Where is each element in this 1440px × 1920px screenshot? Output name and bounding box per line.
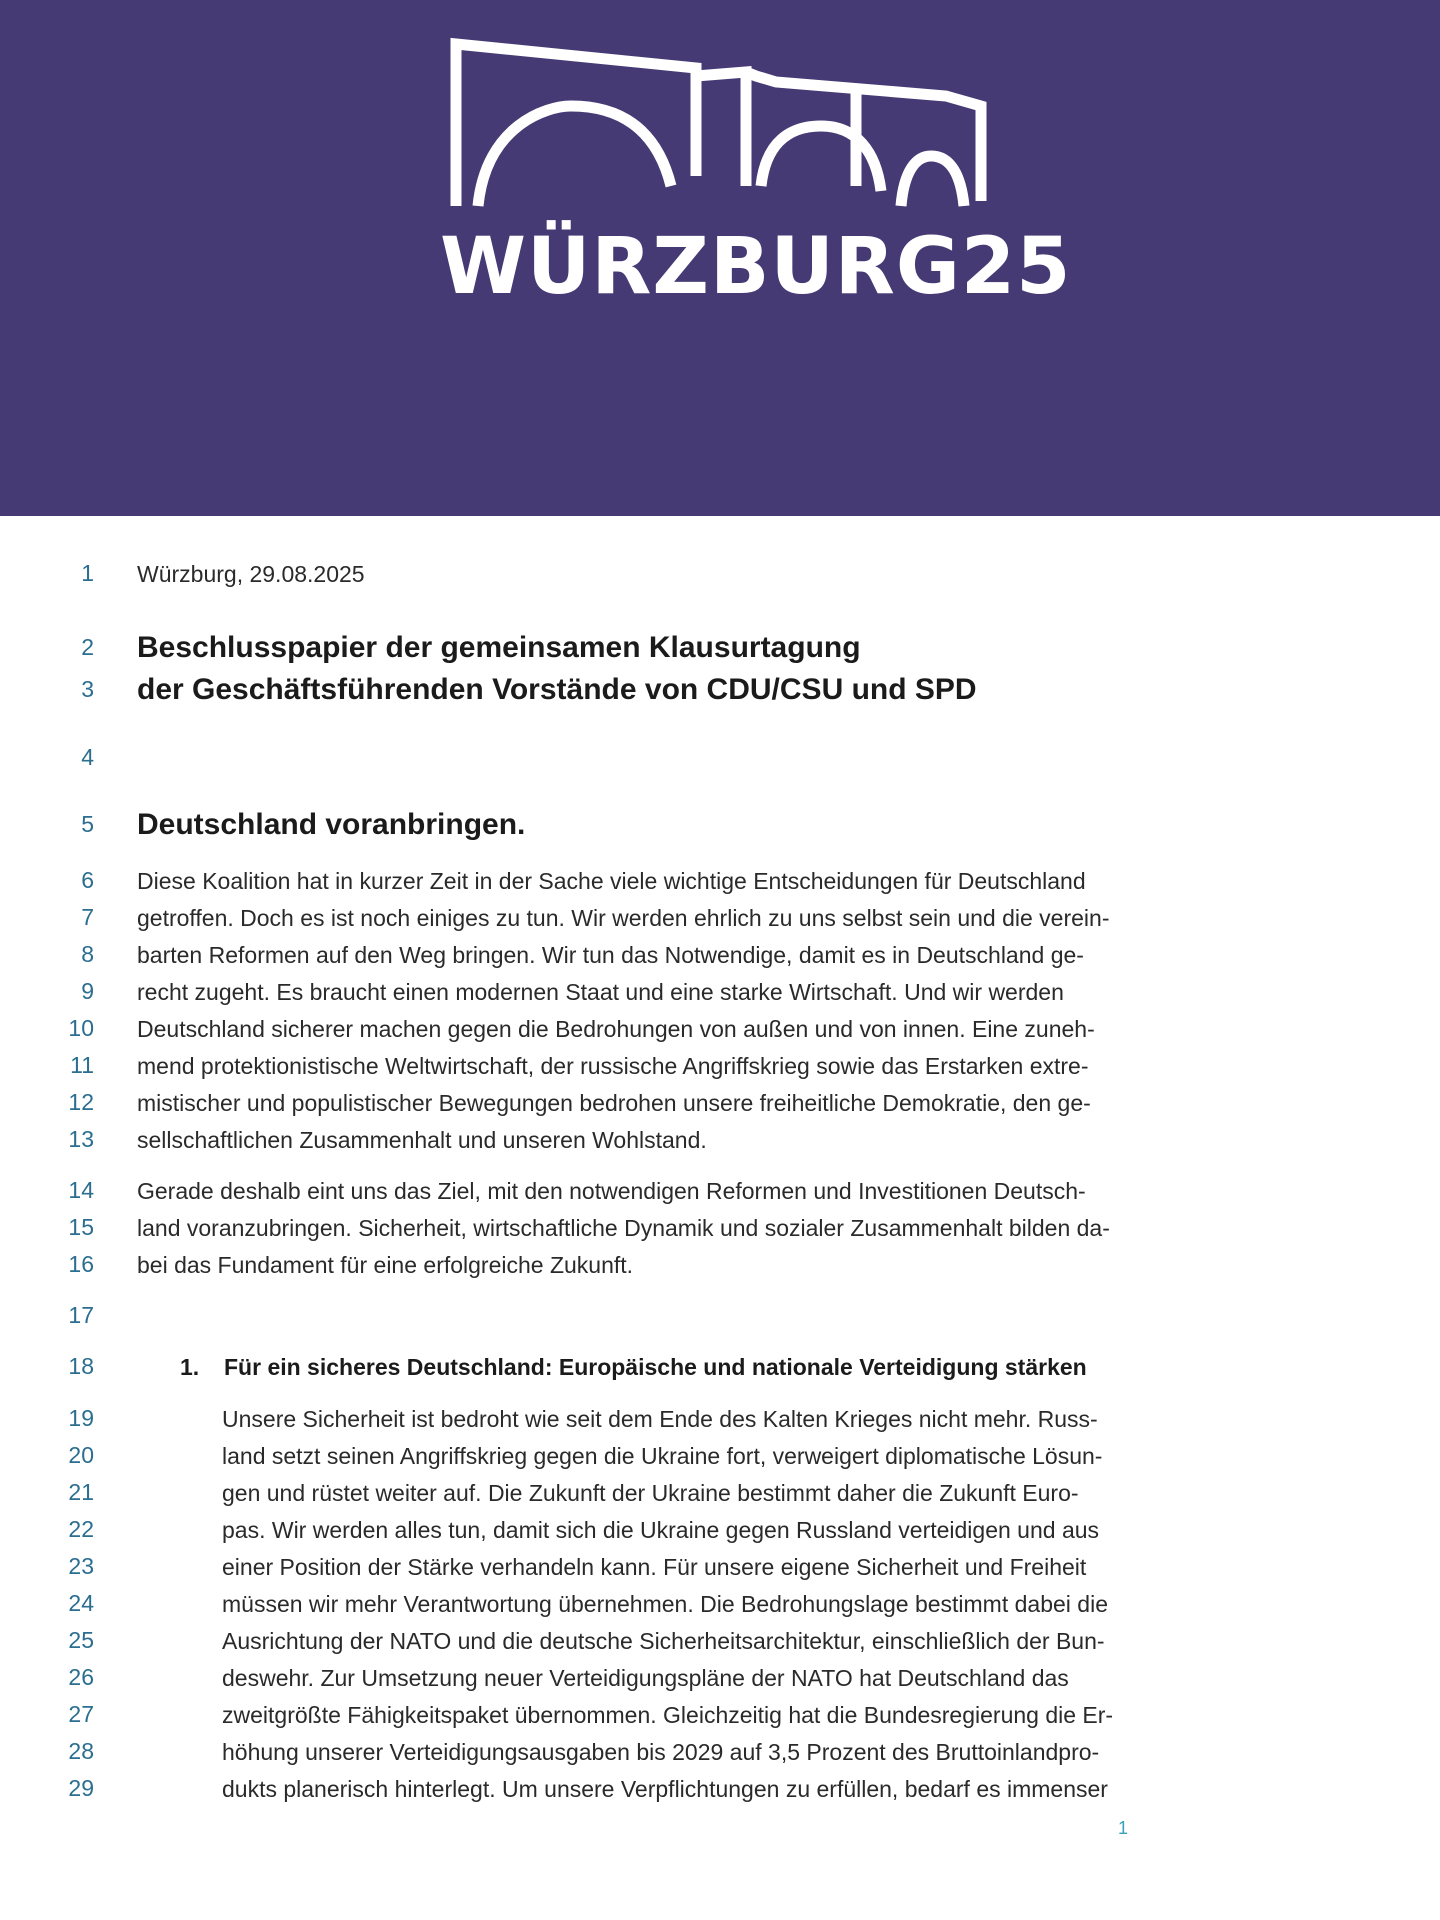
paragraph-line: Diese Koalition hat in kurzer Zeit in der Sache viele wichtige Entscheidungen für Deutschland [137,868,1086,894]
document-title-line-2: der Geschäftsführenden Vorstände von CDU/CSU und SPD [137,673,977,706]
line-number: 21 [68,1479,94,1505]
page-number: 1 [1118,1818,1129,1838]
paragraph-line: dukts planerisch hinterlegt. Um unsere Verpflichtungen zu erfüllen, bedarf es immenser [222,1776,1108,1802]
paragraph-line: land voranzubringen. Sicherheit, wirtschaftliche Dynamik und sozialer Zusammenhalt bilden da- [137,1215,1110,1241]
paragraph-line: barten Reformen auf den Weg bringen. Wir tun das Notwendige, damit es in Deutschland ge- [137,942,1084,968]
line-number: 13 [68,1126,94,1152]
line-number: 12 [68,1089,94,1115]
line-number: 29 [68,1775,94,1801]
paragraph-line: müssen wir mehr Verantwortung übernehmen. Die Bedrohungslage bestimmt dabei die [222,1591,1108,1617]
line-number: 19 [68,1405,94,1431]
line-number: 3 [81,676,94,702]
paragraph-line: land setzt seinen Angriffskrieg gegen die Ukraine fort, verweigert diplomatische Lösun- [222,1443,1103,1469]
logo-wordmark: WÜRZBURG25 [440,222,1072,312]
line-number: 28 [68,1738,94,1764]
line-number: 27 [68,1701,94,1727]
line-number: 8 [81,941,94,967]
line-number: 7 [81,904,94,930]
line-number: 4 [81,744,94,770]
line-number: 6 [81,867,94,893]
paragraph-line: getroffen. Doch es ist noch einiges zu tun. Wir werden ehrlich zu uns selbst sein und die verein- [137,905,1110,931]
paragraph-line: zweitgrößte Fähigkeitspaket übernommen. Gleichzeitig hat die Bundesregierung die Er- [222,1702,1114,1728]
subsection-heading: Für ein sicheres Deutschland: Europäische und nationale Verteidigung stärken [224,1354,1087,1380]
line-number: 25 [68,1627,94,1653]
line-number: 22 [68,1516,94,1542]
line-number: 17 [68,1302,94,1328]
line-number: 15 [68,1214,94,1240]
paragraph-line: pas. Wir werden alles tun, damit sich die Ukraine gegen Russland verteidigen und aus [222,1517,1100,1543]
document-title-line-1: Beschlusspapier der gemeinsamen Klausurtagung [137,631,861,664]
line-number: 16 [68,1251,94,1277]
paragraph-line: höhung unserer Verteidigungsausgaben bis 2029 auf 3,5 Prozent des Bruttoinlandpro- [222,1739,1100,1765]
paragraph-line: Ausrichtung der NATO und die deutsche Sicherheitsarchitektur, einschließlich der Bun- [222,1628,1105,1654]
line-number: 24 [68,1590,94,1616]
list-number: 1. [180,1354,200,1380]
paragraph-line: deswehr. Zur Umsetzung neuer Verteidigungspläne der NATO hat Deutschland das [222,1665,1069,1691]
line-number: 5 [81,811,94,837]
line-number: 26 [68,1664,94,1690]
paragraph-line: Unsere Sicherheit ist bedroht wie seit dem Ende des Kalten Krieges nicht mehr. Russ- [222,1406,1098,1432]
line-number: 20 [68,1442,94,1468]
section-heading: Deutschland voranbringen. [137,808,526,841]
line-number: 10 [68,1015,94,1041]
paragraph-line: sellschaftlichen Zusammenhalt und unseren Wohlstand. [137,1127,707,1153]
line-number: 18 [68,1353,94,1379]
line-number: 23 [68,1553,94,1579]
line-number: 1 [81,560,94,586]
line-number: 2 [81,634,94,660]
paragraph-line: Gerade deshalb eint uns das Ziel, mit den notwendigen Reformen und Investitionen Deutsch- [137,1178,1086,1204]
date-line: Würzburg, 29.08.2025 [137,561,365,587]
line-number: 14 [68,1177,94,1203]
header-banner [0,0,1440,516]
paragraph-line: mend protektionistische Weltwirtschaft, der russische Angriffskrieg sowie das Erstarken extre- [137,1053,1089,1079]
paragraph-line: recht zugeht. Es braucht einen modernen Staat und eine starke Wirtschaft. Und wir werden [137,979,1064,1005]
line-number: 9 [81,978,94,1004]
line-number: 11 [70,1052,94,1078]
paragraph-line: mistischer und populistischer Bewegungen bedrohen unsere freiheitliche Demokratie, den ge- [137,1090,1091,1116]
paragraph-line: gen und rüstet weiter auf. Die Zukunft der Ukraine bestimmt daher die Zukunft Euro- [222,1480,1079,1506]
paragraph-line: Deutschland sicherer machen gegen die Bedrohungen von außen und von innen. Eine zuneh- [137,1016,1095,1042]
paragraph-line: bei das Fundament für eine erfolgreiche Zukunft. [137,1252,634,1278]
paragraph-line: einer Position der Stärke verhandeln kann. Für unsere eigene Sicherheit und Freiheit [222,1554,1087,1580]
